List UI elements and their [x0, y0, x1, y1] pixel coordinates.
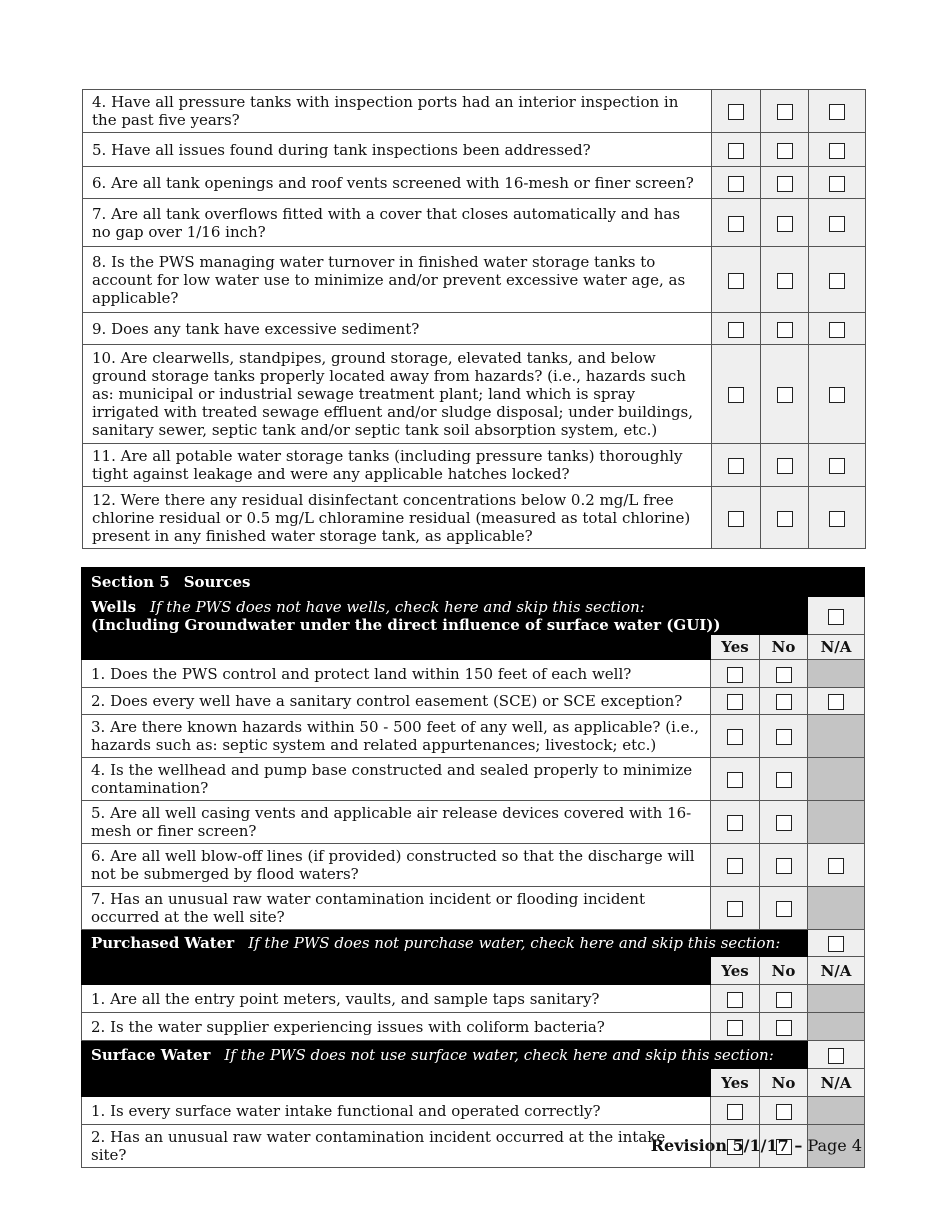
wells-instruction: If the PWS does not have wells, check here and skip this section:: [150, 597, 645, 616]
question-text: 1. Does the PWS control and protect land within 150 feet of each well?: [82, 660, 711, 688]
na-checkbox[interactable]: [829, 458, 845, 474]
na-checkbox[interactable]: [829, 511, 845, 527]
na-checkbox[interactable]: [829, 216, 845, 232]
no-checkbox[interactable]: [777, 322, 793, 338]
yes-checkbox[interactable]: [728, 143, 744, 159]
table-row: [82, 1097, 865, 1125]
question-text: 7. Has an unusual raw water contamination incident or flooding incident occurred at the well site?: [82, 887, 711, 930]
purchased-header-row: [82, 930, 865, 957]
table-row: [83, 133, 866, 167]
purchased-header: [82, 930, 808, 957]
no-checkbox[interactable]: [776, 1020, 792, 1036]
section-title: Sources: [183, 573, 251, 591]
table-row: [83, 90, 866, 133]
na-checkbox[interactable]: [829, 104, 845, 120]
na-checkbox[interactable]: [829, 322, 845, 338]
no-checkbox[interactable]: [776, 992, 792, 1008]
table-row: [83, 487, 866, 549]
no-column-header: No: [760, 957, 808, 985]
question-text: 11. Are all potable water storage tanks (including pressure tanks) thoroughly tight against leakage and were any applicable hatches locked?: [83, 444, 712, 487]
table-row: [82, 985, 865, 1013]
yes-checkbox[interactable]: [727, 729, 743, 745]
table-row: [82, 758, 865, 801]
na-column-header: N/A: [808, 635, 865, 660]
storage-questions-table: [82, 89, 866, 549]
no-checkbox[interactable]: [776, 694, 792, 710]
question-text: 4. Is the wellhead and pump base constructed and sealed properly to minimize contamination?: [82, 758, 711, 801]
no-checkbox[interactable]: [777, 458, 793, 474]
na-column-header: N/A: [808, 957, 865, 985]
purchased-title: Purchased Water: [91, 934, 235, 952]
table-row: [83, 247, 866, 313]
yes-checkbox[interactable]: [728, 176, 744, 192]
na-disabled-cell: [808, 801, 865, 844]
no-checkbox[interactable]: [777, 143, 793, 159]
section-label: Section 5: [91, 573, 170, 591]
na-checkbox[interactable]: [829, 387, 845, 403]
purchased-instruction: If the PWS does not purchase water, check here and skip this section:: [248, 934, 781, 952]
yes-column-header: Yes: [711, 635, 760, 660]
question-text: 3. Are there known hazards within 50 - 500 feet of any well, as applicable? (i.e., hazards such as: septic system and related appurtenances; livestock; etc.): [82, 715, 711, 758]
na-disabled-cell: [808, 1013, 865, 1041]
question-text: 12. Were there any residual disinfectant concentrations below 0.2 mg/L free chlorine residual or 0.5 mg/L chloramine residual (measured as total chlorine) present in any finished water storage tank, as applicable?: [83, 487, 712, 549]
question-text: 1. Is every surface water intake functional and operated correctly?: [82, 1097, 711, 1125]
yes-checkbox[interactable]: [728, 387, 744, 403]
table-row: [82, 688, 865, 715]
yes-checkbox[interactable]: [727, 815, 743, 831]
na-checkbox[interactable]: [828, 694, 844, 710]
table-row: [82, 660, 865, 688]
na-checkbox[interactable]: [829, 176, 845, 192]
surface-header-row: [82, 1041, 865, 1069]
na-disabled-cell: [808, 887, 865, 930]
surface-instruction: If the PWS does not use surface water, check here and skip this section:: [224, 1045, 774, 1064]
yes-checkbox[interactable]: [727, 694, 743, 710]
na-checkbox[interactable]: [828, 858, 844, 874]
surface-skip-checkbox[interactable]: [828, 1048, 844, 1064]
na-disabled-cell: [808, 715, 865, 758]
yes-checkbox[interactable]: [728, 216, 744, 232]
revision-label: Revision 5/1/17 –: [650, 1136, 803, 1155]
yes-checkbox[interactable]: [727, 992, 743, 1008]
table-row: [82, 801, 865, 844]
table-row: [83, 199, 866, 247]
table-row: [82, 715, 865, 758]
no-checkbox[interactable]: [776, 815, 792, 831]
yes-column-header: Yes: [711, 1069, 760, 1097]
no-checkbox[interactable]: [776, 772, 792, 788]
yes-checkbox[interactable]: [727, 858, 743, 874]
yes-checkbox[interactable]: [728, 322, 744, 338]
yes-checkbox[interactable]: [727, 667, 743, 683]
question-text: 5. Have all issues found during tank inspections been addressed?: [83, 133, 712, 167]
na-column-header: N/A: [808, 1069, 865, 1097]
question-text: 6. Are all well blow-off lines (if provided) constructed so that the discharge will not be submerged by flood waters?: [82, 844, 711, 887]
question-text: 5. Are all well casing vents and applicable air release devices covered with 16-mesh or finer screen?: [82, 801, 711, 844]
wells-skip-checkbox[interactable]: [828, 609, 844, 625]
page-number: Page 4: [807, 1136, 862, 1155]
question-text: 8. Is the PWS managing water turnover in finished water storage tanks to account for low water use to minimize and/or prevent excessive water age, as applicable?: [83, 247, 712, 313]
column-header-row: [82, 635, 865, 660]
surface-header: [82, 1041, 808, 1069]
purchased-skip-checkbox[interactable]: [828, 936, 844, 952]
question-text: 4. Have all pressure tanks with inspection ports had an interior inspection in the past five years?: [83, 90, 712, 133]
question-text: 7. Are all tank overflows fitted with a cover that closes automatically and has no gap over 1/16 inch?: [83, 199, 712, 247]
table-row: [82, 844, 865, 887]
section-5-table: [81, 567, 865, 1168]
no-checkbox[interactable]: [777, 216, 793, 232]
wells-header-row: [82, 597, 865, 635]
wells-title: Wells: [91, 597, 137, 616]
column-header-row: [82, 957, 865, 985]
no-checkbox[interactable]: [777, 176, 793, 192]
yes-checkbox[interactable]: [727, 1020, 743, 1036]
na-disabled-cell: [808, 985, 865, 1013]
yes-checkbox[interactable]: [728, 458, 744, 474]
na-disabled-cell: [808, 1097, 865, 1125]
no-checkbox[interactable]: [776, 901, 792, 917]
table-row: [83, 313, 866, 345]
no-checkbox[interactable]: [777, 273, 793, 289]
question-text: 2. Is the water supplier experiencing issues with coliform bacteria?: [82, 1013, 711, 1041]
no-checkbox[interactable]: [776, 667, 792, 683]
column-header-row: [82, 1069, 865, 1097]
yes-checkbox[interactable]: [728, 273, 744, 289]
question-text: 1. Are all the entry point meters, vaults, and sample taps sanitary?: [82, 985, 711, 1013]
table-row: [82, 887, 865, 930]
no-checkbox[interactable]: [777, 387, 793, 403]
yes-checkbox[interactable]: [728, 104, 744, 120]
no-checkbox[interactable]: [776, 858, 792, 874]
na-checkbox[interactable]: [829, 143, 845, 159]
section-header-row: [82, 568, 865, 597]
yes-column-header: Yes: [711, 957, 760, 985]
table-row: [82, 1013, 865, 1041]
no-column-header: No: [760, 635, 808, 660]
yes-checkbox[interactable]: [728, 511, 744, 527]
question-text: 6. Are all tank openings and roof vents screened with 16-mesh or finer screen?: [83, 167, 712, 199]
question-text: 2. Does every well have a sanitary control easement (SCE) or SCE exception?: [82, 688, 711, 715]
no-checkbox[interactable]: [777, 104, 793, 120]
no-checkbox[interactable]: [777, 511, 793, 527]
table-row: [83, 167, 866, 199]
table-row: [83, 345, 866, 444]
no-checkbox[interactable]: [776, 729, 792, 745]
yes-checkbox[interactable]: [727, 772, 743, 788]
question-text: 10. Are clearwells, standpipes, ground storage, elevated tanks, and below ground storage tanks properly located away from hazards? (i.e., hazards such as: municipal or industrial sewage treatment plant; land which is spray irrigated with treated sewage effluent and/or sludge disposal; under buildings, sanitary sewer, septic tank and/or septic tank soil absorption system, etc.): [83, 345, 712, 444]
question-text: 2. Has an unusual raw water contamination incident occurred at the intake site?: [82, 1125, 711, 1168]
question-text: 9. Does any tank have excessive sediment?: [83, 313, 712, 345]
section-header: [82, 568, 865, 597]
no-column-header: No: [760, 1069, 808, 1097]
surface-title: Surface Water: [91, 1045, 211, 1064]
wells-header: [82, 597, 808, 635]
page-footer: [651, 1136, 862, 1155]
yes-checkbox[interactable]: [727, 901, 743, 917]
yes-checkbox[interactable]: [727, 1104, 743, 1120]
table-row: [83, 444, 866, 487]
no-checkbox[interactable]: [776, 1104, 792, 1120]
na-checkbox[interactable]: [829, 273, 845, 289]
wells-subtitle: (Including Groundwater under the direct influence of surface water (GUI)): [91, 615, 721, 634]
na-disabled-cell: [808, 660, 865, 688]
na-disabled-cell: [808, 758, 865, 801]
